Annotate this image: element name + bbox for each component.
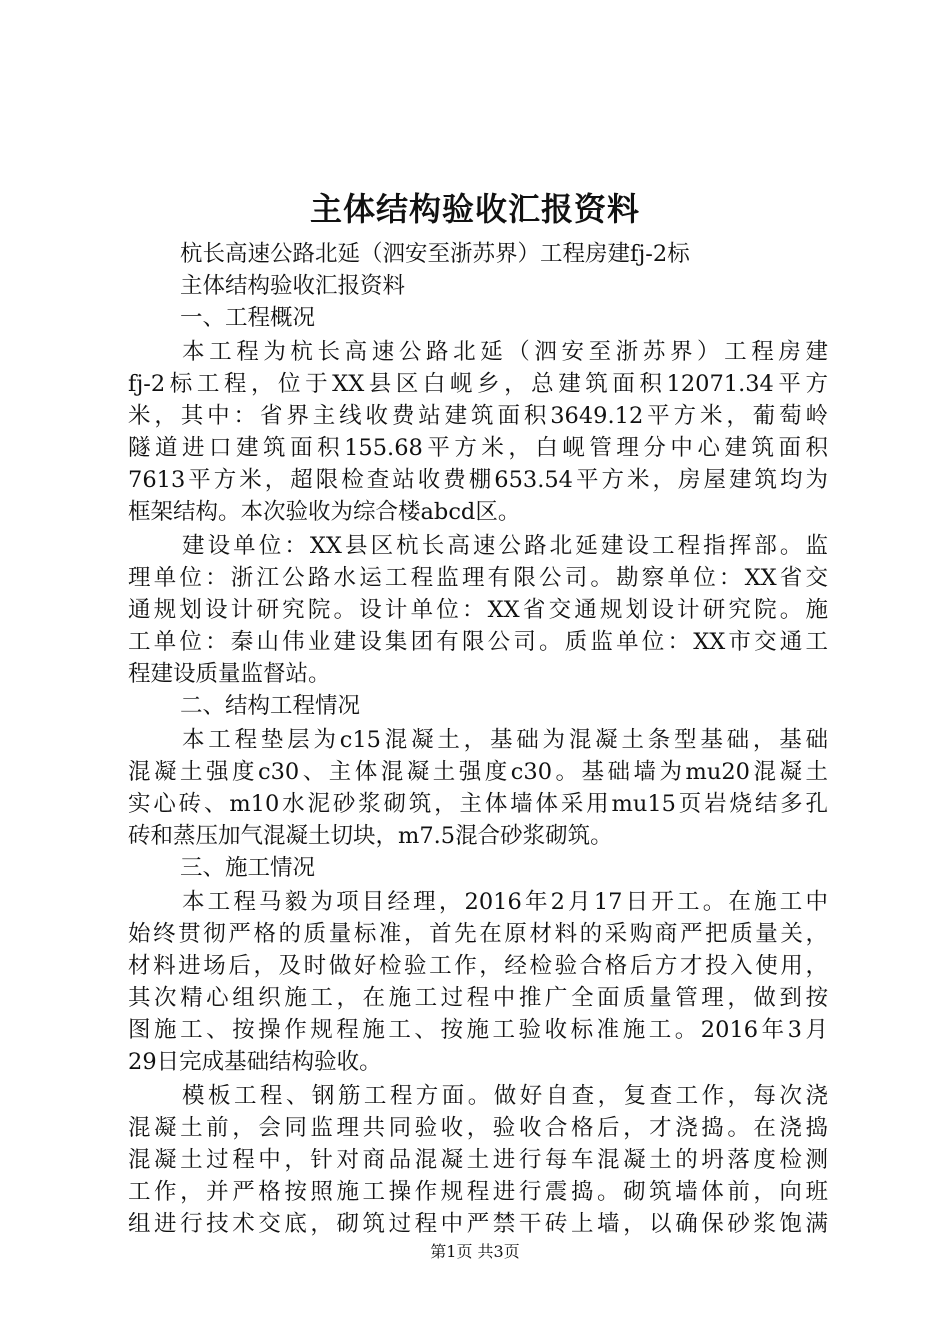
paragraph-line: 图施工、按操作规程施工、按施工验收标准施工。2016年3月 (128, 1017, 828, 1043)
paragraph-line: 实心砖、m10水泥砂浆砌筑，主体墙体采用mu15页岩烧结多孔 (128, 791, 828, 817)
paragraph-line: fj-2标工程，位于XX县区白岘乡，总建筑面积12071.34平方 (128, 371, 828, 397)
paragraph-line: 7613平方米，超限检查站收费棚653.54平方米，房屋建筑均为 (128, 467, 828, 493)
paragraph-line: 隧道进口建筑面积155.68平方米，白岘管理分中心建筑面积 (128, 435, 828, 461)
paragraph-line: 砖和蒸压加气混凝土切块，m7.5混合砂浆砌筑。 (128, 823, 613, 849)
paragraph-line: 程建设质量监督站。 (128, 661, 331, 687)
paragraph-line: 始终贯彻严格的质量标准，首先在原材料的采购商严把质量关， (128, 921, 828, 947)
paragraph-line: 本工程为杭长高速公路北延（泗安至浙苏界）工程房建 (182, 339, 828, 365)
paragraph-line: 理单位：浙江公路水运工程监理有限公司。勘察单位：XX省交 (128, 565, 828, 591)
document-title: 主体结构验收汇报资料 (309, 190, 640, 228)
paragraph-line: 米，其中：省界主线收费站建筑面积3649.12平方米，葡萄岭 (128, 403, 828, 429)
paragraph-line: 本工程马毅为项目经理，2016年2月17日开工。在施工中 (182, 889, 828, 915)
subtitle-line-1: 杭长高速公路北延（泗安至浙苏界）工程房建fj-2标 (180, 241, 690, 267)
paragraph-line: 混凝土强度c30、主体混凝土强度c30。基础墙为mu20混凝土 (128, 759, 828, 785)
section-heading-structure: 二、结构工程情况 (180, 693, 361, 719)
document-body (128, 238, 828, 1240)
paragraph-line: 工作，并严格按照施工操作规程进行震捣。砌筑墙体前，向班 (128, 1179, 828, 1205)
paragraph-line: 29日完成基础结构验收。 (128, 1049, 382, 1075)
subtitle-line-2: 主体结构验收汇报资料 (180, 273, 406, 299)
paragraph-line: 工单位：秦山伟业建设集团有限公司。质监单位：XX市交通工 (128, 629, 828, 655)
paragraph-line: 通规划设计研究院。设计单位：XX省交通规划设计研究院。施 (128, 597, 828, 623)
paragraph-line: 混凝土过程中，针对商品混凝土进行每车混凝土的坍落度检测 (128, 1147, 828, 1173)
paragraph-line: 材料进场后，及时做好检验工作，经检验合格后方才投入使用， (128, 953, 828, 979)
paragraph-line: 组进行技术交底，砌筑过程中严禁干砖上墙，以确保砂浆饱满 (128, 1211, 828, 1237)
paragraph-line: 框架结构。本次验收为综合楼abcd区。 (128, 499, 521, 525)
page-number-footer: 第1页 共3页 (430, 1242, 520, 1261)
section-heading-overview: 一、工程概况 (180, 305, 316, 331)
paragraph-line: 混凝土前，会同监理共同验收，验收合格后，才浇捣。在浇捣 (128, 1115, 828, 1141)
paragraph-line: 模板工程、钢筋工程方面。做好自查，复查工作，每次浇 (182, 1083, 828, 1109)
paragraph-line: 本工程垫层为c15混凝土，基础为混凝土条型基础，基础 (182, 727, 828, 753)
paragraph-line: 其次精心组织施工，在施工过程中推广全面质量管理，做到按 (128, 985, 828, 1011)
section-heading-construction: 三、施工情况 (180, 855, 316, 881)
paragraph-line: 建设单位：XX县区杭长高速公路北延建设工程指挥部。监 (182, 533, 828, 559)
